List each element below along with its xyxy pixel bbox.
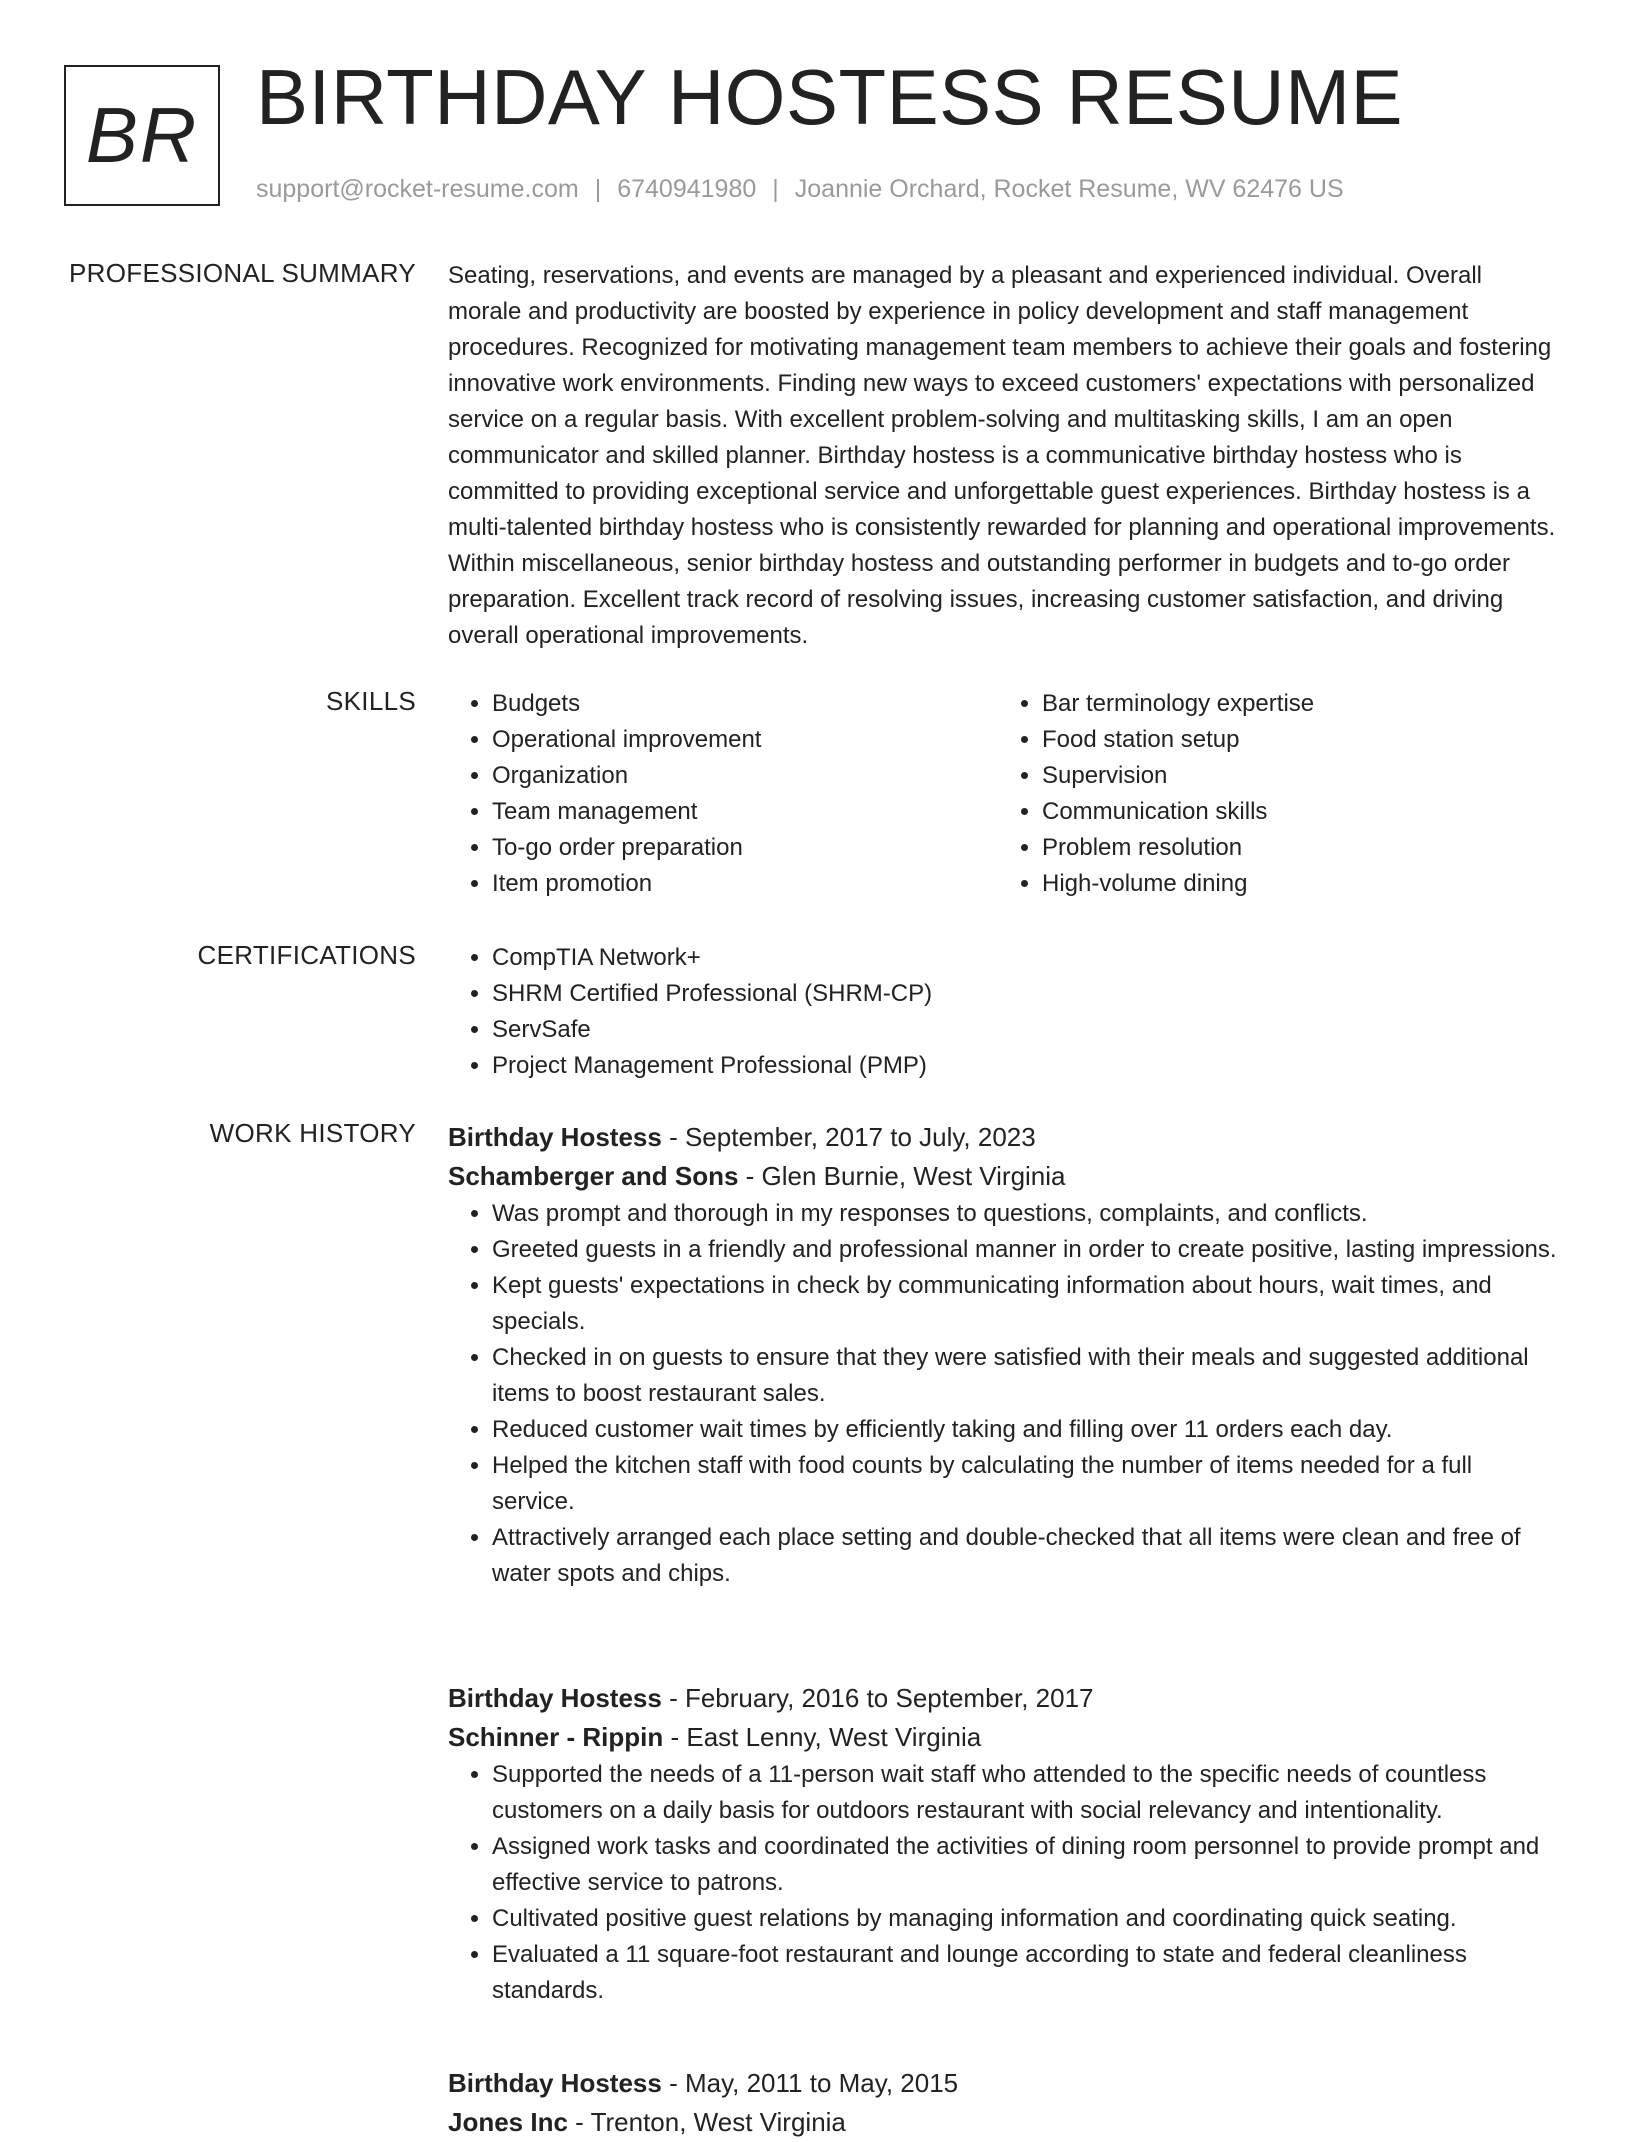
job-title: Birthday Hostess [448,2068,662,2098]
list-item: • Operational improvement [492,722,988,758]
list-item: • CompTIA Network+ [492,940,1560,976]
job-company: Schinner - Rippin [448,1722,664,1752]
list-item: • Bar terminology expertise [1042,686,1538,722]
job-dates: - February, 2016 to September, 2017 [669,1683,1094,1713]
list-item: • Kept guests' expectations in check by communicating information about hours, wait times, and specials. [492,1268,1560,1340]
list-item: • Supervision [1042,758,1538,794]
job-dates: - May, 2011 to May, 2015 [669,2068,959,2098]
job-company-line [448,1718,1560,1757]
list-item: • Helped the kitchen staff with food counts by calculating the number of items needed for a full service. [492,1448,1560,1520]
job-title-line [448,2064,1560,2103]
contact-phone[interactable]: 6740941980 [617,175,757,203]
summary-text: Seating, reservations, and events are managed by a pleasant and experienced individual. Overall morale and productivity are boosted by experience in policy development and staff management procedures. Recognized for motivating management team members to achieve their goals and fostering innovative work environments. Finding new ways to exceed customers' expectations with personalized service on a regular basis. With excellent problem-solving and multitasking skills, I am an open communicator and skilled planner. Birthday hostess is a communicative birthday hostess who is committed to providing exceptional service and unforgettable guest experiences. Birthday hostess is a multi-talented birthday hostess who is consistently rewarded for planning and operational improvements. Within miscellaneous, senior birthday hostess and outstanding performer in budgets and to-go order preparation. Excellent track record of resolving issues, increasing customer satisfaction, and driving overall operational improvements. [448,262,1556,649]
monogram-logo: BR [64,65,220,206]
job-title: Birthday Hostess [448,1683,662,1713]
job-company-line [448,2103,1560,2142]
contact-line [256,175,1344,204]
section-label-skills: SKILLS [326,686,416,716]
list-item: • Was prompt and thorough in my responses to questions, complaints, and conflicts. [492,1196,1560,1232]
skills-column-left [448,686,988,902]
section-label-certifications: CERTIFICATIONS [197,940,416,970]
list-item: • Attractively arranged each place setting and double-checked that all items were clean and free of water spots and chips. [492,1520,1560,1592]
section-label-summary: PROFESSIONAL SUMMARY [69,258,416,288]
job-entry [448,2064,1560,2142]
job-company-line [448,1157,1560,1196]
list-item: • High-volume dining [1042,866,1538,902]
list-item: • Reduced customer wait times by efficiently taking and filling over 11 orders each day. [492,1412,1560,1448]
certifications-body [448,940,1560,1084]
job-location: - Trenton, West Virginia [575,2107,846,2137]
job-company: Jones Inc [448,2107,568,2137]
list-item: • Item promotion [492,866,988,902]
list-item: • Evaluated a 11 square-foot restaurant and lounge according to state and federal cleanliness standards. [492,1937,1560,2009]
list-item: • SHRM Certified Professional (SHRM-CP) [492,976,1560,1012]
job-location: - Glen Burnie, West Virginia [745,1161,1066,1191]
job-title-line [448,1118,1560,1157]
list-item: • Greeted guests in a friendly and professional manner in order to create positive, lasting impressions. [492,1232,1560,1268]
list-item: • Cultivated positive guest relations by managing information and coordinating quick seating. [492,1901,1560,1937]
section-label-work-history: WORK HISTORY [209,1118,416,1148]
job-title-line [448,1679,1560,1718]
list-item: • Communication skills [1042,794,1538,830]
list-item: • Assigned work tasks and coordinated the activities of dining room personnel to provide prompt and effective service to patrons. [492,1829,1560,1901]
list-item: • Problem resolution [1042,830,1538,866]
separator: | [594,175,602,203]
list-item: • Team management [492,794,988,830]
job-dates: - September, 2017 to July, 2023 [669,1122,1036,1152]
job-location: - East Lenny, West Virginia [670,1722,982,1752]
contact-address: Joannie Orchard, Rocket Resume, WV 62476 US [794,175,1344,203]
list-item: • ServSafe [492,1012,1560,1048]
contact-email[interactable]: support@rocket-resume.com [256,175,579,203]
job-entry [448,1118,1560,1592]
skills-column-right [998,686,1538,902]
separator: | [772,175,779,203]
job-entry [448,1679,1560,2009]
list-item: • Supported the needs of a 11-person wait staff who attended to the specific needs of countless customers on a daily basis for outdoors restaurant with social relevancy and intentionality. [492,1757,1560,1829]
list-item: • Organization [492,758,988,794]
job-title: Birthday Hostess [448,1122,662,1152]
list-item: • Project Management Professional (PMP) [492,1048,1560,1084]
resume-title: BIRTHDAY HOSTESS RESUME [256,53,1404,141]
list-item: • Food station setup [1042,722,1538,758]
job-company: Schamberger and Sons [448,1161,739,1191]
list-item: • Checked in on guests to ensure that they were satisfied with their meals and suggested additional items to boost restaurant sales. [492,1340,1560,1412]
list-item: • To-go order preparation [492,830,988,866]
list-item: • Budgets [492,686,988,722]
